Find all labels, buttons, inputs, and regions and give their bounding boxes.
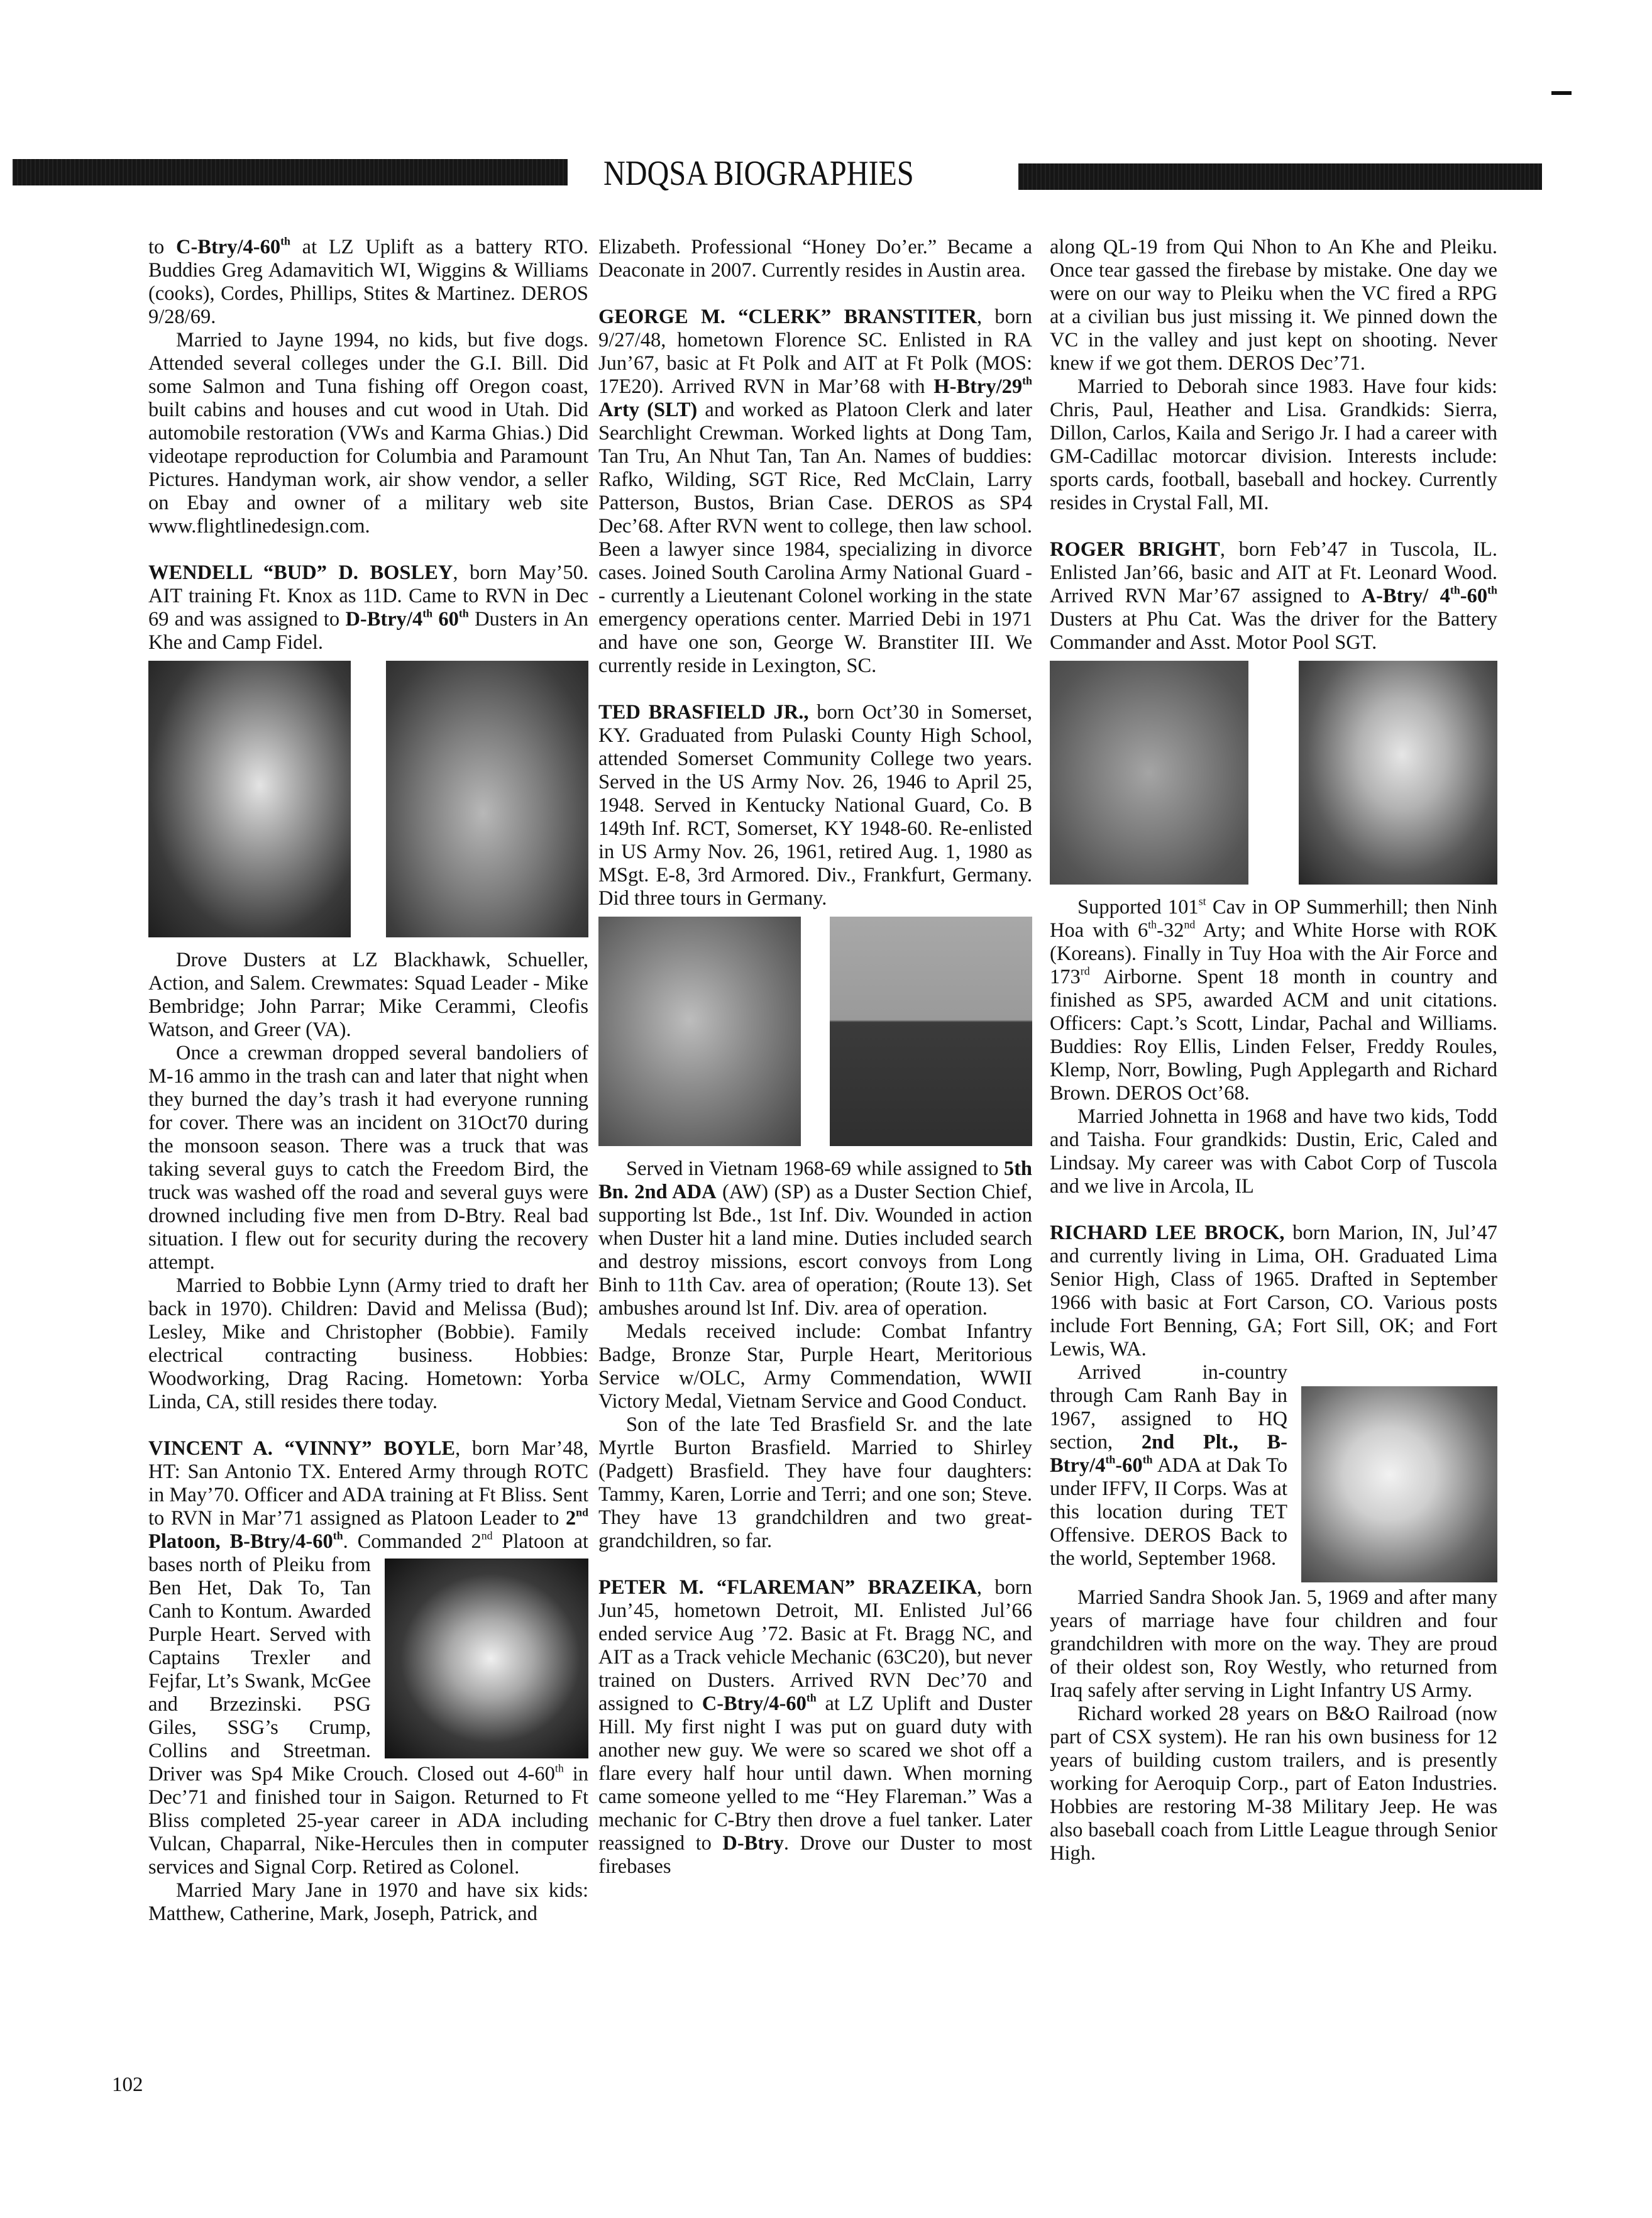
bio-paragraph: Drove Dusters at LZ Blackhawk, Schueller, Action, and Salem. Crewmates: Squad Leader - Mike Bembridge; John Parrar; Mike Cerammi, Cleofis Watson, and Greer (VA). [148,949,588,1041]
bio-paragraph: Served in Vietnam 1968-69 while assigned to 5th Bn. 2nd ADA (AW) (SP) as a Duster Section Chief, supporting lst Bde., 1st Inf. Div. Wounded in action when Duster hit a land mine. Duties included search and destroy missions, escort convoys from Long Binh to 11th Cav. area of operation; (Route 13). Set ambushes around lst Inf. Div. area of operation. [598,1157,1032,1320]
portrait-photo [598,917,801,1146]
portrait-photo [1299,661,1497,885]
bio-paragraph: Arrived in-country through Cam Ranh Bay in 1967, assigned to HQ section, 2nd Plt., B-Btry/4th-60th ADA at Dak To under IFFV, II Corps. Was at this location during TET Offensive. DEROS Back to the world, September 1968. [1050,1361,1497,1570]
bio-continuation-paragraph: along QL-19 from Qui Nhon to An Khe and Pleiku. Once tear gassed the firebase by mistake. One day we were on our way to Pleiku when the VC fired a RPG at a civilian bus just missing it. We pinned down the VC in the valley and just kept on shooting. Never knew if we got them. DEROS Dec’71. [1050,236,1497,375]
bio-paragraph: Married Johnetta in 1968 and have two kids, Todd and Taisha. Four grandkids: Dustin, Eric, Caled and Lindsay. My career was with Cabot Corp of Tuscola and we live in Arcola, IL [1050,1105,1497,1198]
bio-name: TED BRASFIELD JR., [598,701,809,724]
bio-entry-branstiter: GEORGE M. “CLERK” BRANSTITER, born 9/27/48, hometown Florence SC. Enlisted in RA Jun’67, basic at Ft Polk and AIT at Ft Polk (MOS: 17E20). Arrived RVN in Mar’68 with H-Btry/29th Arty (SLT) and worked as Platoon Clerk and later Searchlight Crewman. Worked lights at Dong Tam, Tan Tru, An Nhut Tan, Tan An. Names of buddies: Rafko, Wilding, SGT Rice, Red McClain, Larry Patterson, Bustos, Brian Case. DEROS as SP4 Dec’68. After RVN went to college, then law school. Been a lawyer since 1984, specializing in divorce cases. Joined South Carolina Army National Guard -- currently a Lieutenant Colonel working in the state emergency operations center. Married Debi in 1971 and have one son, George W. Branstiter III. We currently reside in Lexington, SC. [598,306,1033,677]
portrait-photo [385,1559,588,1758]
portrait-photo [1301,1386,1497,1582]
portrait-photo [1050,661,1248,885]
page-title: NDQSA BIOGRAPHIES [603,154,914,193]
header-bar-left [13,159,568,185]
photo-row [598,917,1032,1146]
portrait-photo [386,661,588,937]
header-bar-right [1018,163,1542,190]
scan-mark [1551,91,1572,95]
bio-entry-bosley: WENDELL “BUD” D. BOSLEY, born May’50. AIT training Ft. Knox as 11D. Came to RVN in Dec 69 and was assigned to D-Btry/4th 60th Dusters in An Khe and Camp Fidel. [148,561,589,654]
bio-name: RICHARD LEE BROCK, [1050,1222,1285,1244]
bio-entry-brasfield: TED BRASFIELD JR., born Oct’30 in Somerset, KY. Graduated from Pulaski County High School, attended Somerset Community College two years. Served in the US Army Nov. 26, 1946 to April 25, 1948. Served in Kentucky National Guard, Co. B 149th Inf. RCT, Somerset, KY 1948-60. Re-enlisted in US Army Nov. 26, 1961, retired Aug. 1, 1980 as MSgt. E-8, 3rd Armored. Div., Frankfurt, Germany. Did three tours in Germany. [598,701,1032,910]
bio-paragraph: Married Mary Jane in 1970 and have six kids: Matthew, Catherine, Mark, Joseph, Patrick, and [148,1879,588,1925]
bio-name: PETER M. “FLAREMAN” BRAZEIKA [598,1576,977,1599]
column-1 [148,236,588,1926]
bio-entry-boyle: VINCENT A. “VINNY” BOYLE, born Mar’48, HT: San Antonio TX. Entered Army through ROTC in May’70. Officer and ADA training at Ft Bliss. Sent to RVN in Mar’71 assigned as Platoon Leader to 2nd Platoon, B-Btry/4-60th. Commanded 2nd Platoon at bases north of Pleiku from Ben Het, Dak To, Tan Canh to Kontum. Awarded Purple Heart. Served with Captains Trexler and Fejfar, Lt’s Swank, McGee and Brzezinski. PSG Giles, SSG’s Crump, Collins and Streetman. Driver was Sp4 Mike Crouch. Closed out 4-60th in Dec’71 and finished tour in Saigon. Returned to Ft Bliss completed 25-year career in ADA including Vulcan, Chaparral, Nike-Hercules then in computer services and Signal Corp. Retired as Colonel. [148,1437,588,1879]
photo-row [1050,661,1497,885]
bio-name: VINCENT A. “VINNY” BOYLE [148,1437,456,1460]
bio-name: ROGER BRIGHT [1050,538,1220,561]
bio-entry-bright: ROGER BRIGHT, born Feb’47 in Tuscola, IL. Enlisted Jan’66, basic and AIT at Ft. Leonard Wood. Arrived RVN Mar’67 assigned to A-Btry/ 4th-60th Dusters at Phu Cat. Was the driver for the Battery Commander and Asst. Motor Pool SGT. [1050,538,1497,654]
bio-paragraph: Son of the late Ted Brasfield Sr. and the late Myrtle Burton Brasfield. Married to Shirley (Padgett) Brasfield. They have four daughters: Tammy, Karen, Lorrie and Terri; and one son; Steve. They have 13 grandchildren and two great-grandchildren, so far. [598,1413,1032,1552]
column-3 [1050,236,1497,1865]
bio-continuation-paragraph: to C-Btry/4-60th at LZ Uplift as a battery RTO. Buddies Greg Adamavitich WI, Wiggins & Williams (cooks), Cordes, Phillips, Stites & Martinez. DEROS 9/28/69. [148,234,589,328]
bio-entry-brock: RICHARD LEE BROCK, born Marion, IN, Jul’47 and currently living in Lima, OH. Graduated Lima Senior High, Class of 1965. Drafted in September 1966 with basic at Fort Carson, CO. Various posts include Fort Benning, GA; Fort Sill, OK; and Fort Lewis, WA. [1050,1222,1497,1360]
photo-row [148,661,588,937]
bio-paragraph: Married to Deborah since 1983. Have four kids: Chris, Paul, Heather and Lisa. Grandkids: Sierra, Dillon, Carlos, Kaila and Serigo Jr. I had a career with GM-Cadillac motorcar division. Interests include: sports cards, football, baseball and hockey. Currently resides in Crystal Fall, MI. [1050,375,1497,514]
bio-entry-brazeika: PETER M. “FLAREMAN” BRAZEIKA, born Jun’45, hometown Detroit, MI. Enlisted Jul’66 ended service Aug ’72. Basic at Ft. Bragg NC, and AIT as a Track vehicle Mechanic (63C20), but never trained on Dusters. Arrived RVN Dec’70 and assigned to C-Btry/4-60th at LZ Uplift and Duster Hill. My first night I was put on guard duty with another new guy. We were so scared we shot off a flare every half hour until dawn. When morning came someone yelled to me “Hey Flareman.” Was a mechanic for C-Btry then drove a fuel tanker. Later reassigned to D-Btry. Drove our Duster to most firebases [598,1576,1032,1878]
bio-continuation-paragraph: Elizabeth. Professional “Honey Do’er.” Became a Deaconate in 2007. Currently resides in Austin area. [598,236,1032,282]
page-number: 102 [112,2073,143,2096]
column-2 [598,236,1032,1879]
bio-paragraph: Medals received include: Combat Infantry Badge, Bronze Star, Purple Heart, Meritorious Service w/OLC, Army Commendation, WWII Victory Medal, Vietnam Service and Good Conduct. [598,1320,1032,1413]
bio-paragraph: Married to Bobbie Lynn (Army tried to draft her back in 1970). Children: David and Melissa (Bud); Lesley, Mike and Christopher (Bobbie). Family electrical contracting business. Hobbies: Woodworking, Drag Racing. Hometown: Yorba Linda, CA, still resides there today. [148,1274,588,1413]
bio-paragraph: Once a crewman dropped several bandoliers of M-16 ammo in the trash can and later that night when they burned the day’s trash it had everyone running for cover. There was an incident on 31Oct70 during the monsoon season. There was a truck that was taking several guys to catch the Freedom Bird, the truck was washed off the road and several guys were drowned including five men from D-Btry. Real bad situation. I flew out for security during the recovery attempt. [148,1042,588,1274]
portrait-photo [148,661,351,937]
bio-paragraph: Richard worked 28 years on B&O Railroad (now part of CSX system). He ran his own business for 12 years of building custom trailers, and is presently working for Aeroquip Corp., part of Eaton Industries. Hobbies are restoring M-38 Military Jeep. He was also baseball coach from Little League through Senior High. [1050,1702,1497,1865]
bio-paragraph: Supported 101st Cav in OP Summerhill; then Ninh Hoa with 6th-32nd Arty; and White Horse with ROK (Koreans). Finally in Tuy Hoa with the Air Force and 173rd Airborne. Spent 18 month in country and finished as SP5, awarded ACM and unit citations. Officers: Capt.’s Scott, Lindar, Pachal and Williams. Buddies: Roy Ellis, Linden Felser, Freddy Roules, Klemp, Norr, Bowling, Pugh Applegarth and Richard Brown. DEROS Oct’68. [1050,895,1497,1105]
bio-paragraph: Married Sandra Shook Jan. 5, 1969 and after many years of marriage have four children and four grandchildren with more on the way. They are proud of their oldest son, Roy Westly, who returned from Iraq safely after serving in Light Infantry US Army. [1050,1586,1497,1702]
bio-name: GEORGE M. “CLERK” BRANSTITER [598,306,977,328]
portrait-photo [830,917,1032,1146]
bio-name: WENDELL “BUD” D. BOSLEY [148,561,453,584]
bio-paragraph: Married to Jayne 1994, no kids, but five dogs. Attended several colleges under the G.I. Bill. Did some Salmon and Tuna fishing off Oregon coast, built cabins and houses and cut wood in Utah. Did automobile restoration (VWs and Karma Ghias.) Did videotape reproduction for Columbia and Paramount Pictures. Handyman work, air show vendor, a seller on Ebay and owner of a military web site www.flightlinedesign.com. [148,329,588,538]
